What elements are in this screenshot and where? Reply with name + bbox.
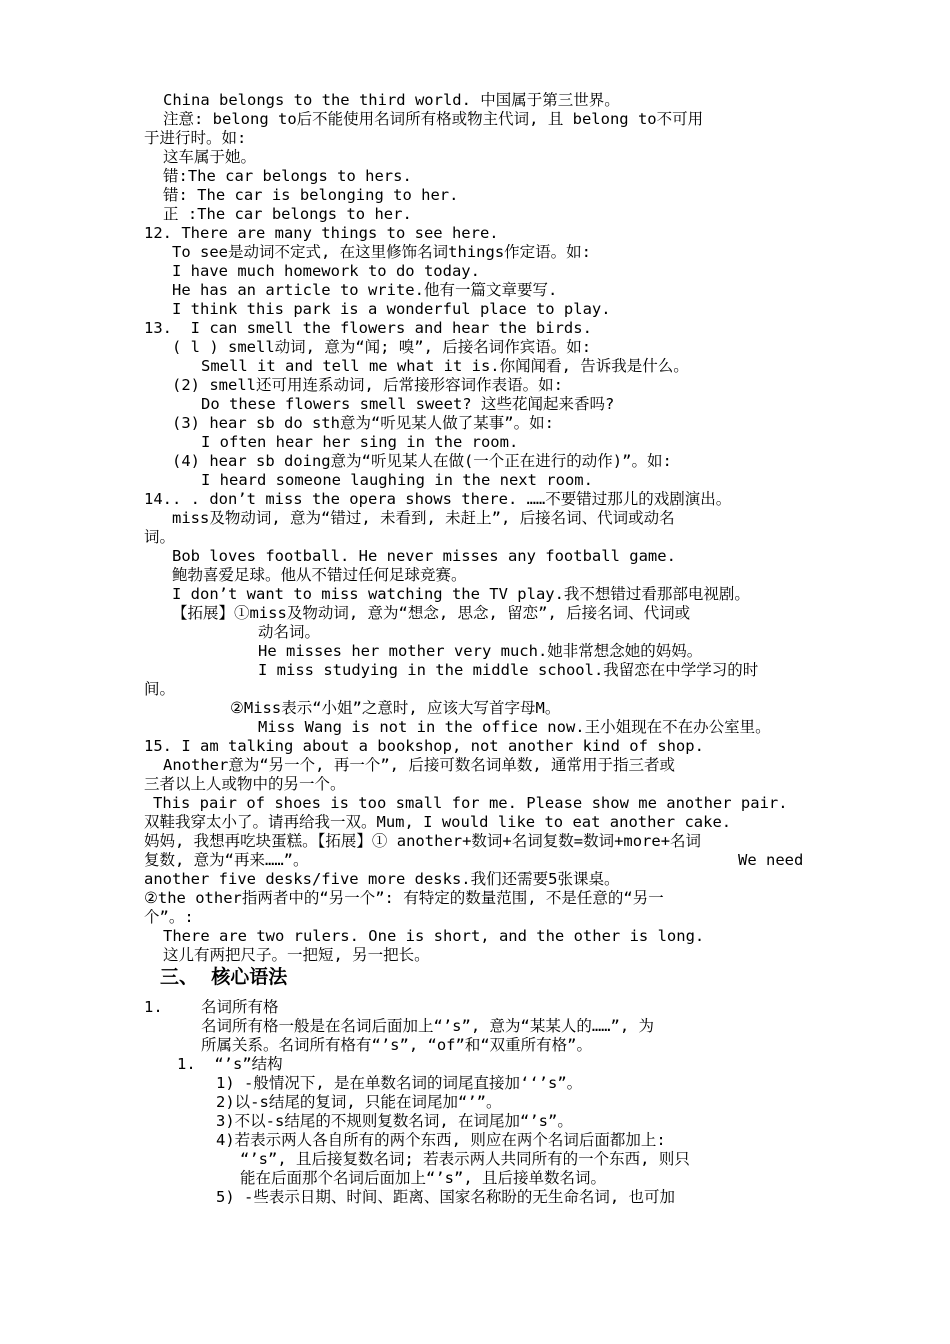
- example-line: I heard someone laughing in the next room.: [201, 471, 593, 489]
- text-line: ②Miss表示“小姐”之意时, 应该大写首字母M。: [230, 699, 561, 717]
- text-line: 错: The car is belonging to her.: [163, 186, 459, 204]
- example-line: Miss Wang is not in the office now.王小姐现在不在办公室里。: [258, 718, 771, 736]
- text-line: 注意: belong to后不能使用名词所有格或物主代词, 且 belong to不可用: [163, 110, 704, 128]
- item-heading: 12. There are many things to see here.: [144, 224, 499, 242]
- text-line: 个”。:: [144, 908, 194, 926]
- item-heading: 15. I am talking about a bookshop, not another kind of shop.: [144, 737, 704, 755]
- text-line: 【拓展】①miss及物动词, 意为“想念, 思念, 留恋”, 后接名词、代词或: [172, 604, 691, 622]
- example-line: Do these flowers smell sweet? 这些花闻起来香吗?: [201, 395, 615, 413]
- text-line: 复数, 意为“再来……”。: [144, 851, 309, 869]
- list-number: 1.: [144, 998, 163, 1016]
- text-line: 错:The car belongs to hers.: [163, 167, 412, 185]
- text-line: 词。: [144, 528, 176, 546]
- text-line: ( l ) smell动词, 意为“闻; 嗅”, 后接名词作宾语。如:: [172, 338, 592, 356]
- example-line: 鲍勃喜爱足球。他从不错过任何足球竞赛。: [172, 566, 467, 584]
- example-line: I have much homework to do today.: [172, 262, 480, 280]
- item-heading: 14.. . don’t miss the opera shows there. ……不要错过那儿的戏剧演出。: [144, 490, 732, 508]
- text-line: ②the other指两者中的“另一个”: 有特定的数量范围, 不是任意的“另一: [144, 889, 664, 907]
- list-item: 2)以-s结尾的复词, 只能在词尾加“’”。: [216, 1093, 502, 1111]
- example-line: I miss studying in the middle school.我留恋在中学学习的时: [258, 661, 759, 679]
- example-line: He misses her mother very much.她非常想念她的妈妈。: [258, 642, 703, 660]
- text-line: miss及物动词, 意为“错过, 未看到, 未赶上”, 后接名词、代词或动名: [172, 509, 675, 527]
- list-item: 5) -些表示日期、时间、距离、国家名称盼的无生命名词, 也可加: [216, 1188, 675, 1206]
- example-line: Smell it and tell me what it is.你闻闻看, 告诉我是什么。: [201, 357, 689, 375]
- example-line: He has an article to write.他有一篇文章要写.: [172, 281, 558, 299]
- example-line: There are two rulers. One is short, and the other is long.: [163, 927, 705, 945]
- text-line: 这车属于她。: [163, 148, 257, 166]
- text-line: 三者以上人或物中的另一个。: [144, 775, 346, 793]
- text-line: 所属关系。名词所有格有“’s”, “of”和“双重所有格”。: [201, 1036, 592, 1054]
- text-line: (3) hear sb do sth意为“听见某人做了某事”。如:: [172, 414, 554, 432]
- list-item-cont: 能在后面那个名词后面加上“’s”, 且后接单数名词。: [240, 1169, 606, 1187]
- text-line: (4) hear sb doing意为“听见某人在做(一个正在进行的动作)”。如:: [172, 452, 672, 470]
- list-item-cont: “’s”, 且后接复数名词; 若表示两人共同所有的一个东西, 则只: [240, 1150, 690, 1168]
- text-line: Another意为“另一个, 再一个”, 后接可数名词单数, 通常用于指三者或: [163, 756, 675, 774]
- text-line: 动名词。: [258, 623, 321, 641]
- section-heading: 三、 核心语法: [160, 966, 288, 988]
- example-line: I often hear her sing in the room.: [201, 433, 519, 451]
- example-line: We need: [738, 851, 804, 869]
- list-item: 1) -般情况下, 是在单数名词的词尾直接加‘‘’s”。: [216, 1074, 583, 1092]
- text-line: 名词所有格一般是在名词后面加上“’s”, 意为“某某人的……”, 为: [201, 1017, 654, 1035]
- example-line: another five desks/five more desks.我们还需要5张课桌。: [144, 870, 620, 888]
- text-line: (2) smell还可用连系动词, 后常接形容词作表语。如:: [172, 376, 563, 394]
- text-line: 间。: [144, 680, 176, 698]
- text-line: 于进行时。如:: [144, 129, 247, 147]
- list-item: 4)若表示两人各自所有的两个东西, 则应在两个名词后面都加上:: [216, 1131, 666, 1149]
- text-line: 正 :The car belongs to her.: [163, 205, 412, 223]
- example-line: This pair of shoes is too small for me. Please show me another pair.: [153, 794, 788, 812]
- example-line: Bob loves football. He never misses any football game.: [172, 547, 676, 565]
- example-line: I think this park is a wonderful place to play.: [172, 300, 611, 318]
- example-line: 这儿有两把尺子。一把短, 另一把长。: [163, 946, 430, 964]
- subsection-title: 1. “’s”结构: [177, 1055, 283, 1073]
- subsection-title: 名词所有格: [201, 998, 279, 1016]
- example-line: I don’t want to miss watching the TV play.我不想错过看那部电视剧。: [172, 585, 750, 603]
- list-item: 3)不以-s结尾的不规则复数名词, 在词尾加“’s”。: [216, 1112, 573, 1130]
- text-line: To see是动词不定式, 在这里修饰名词things作定语。如:: [172, 243, 591, 261]
- item-heading: 13. I can smell the flowers and hear the birds.: [144, 319, 592, 337]
- example-line: 双鞋我穿太小了。请再给我一双。Mum, I would like to eat another cake.: [144, 813, 732, 831]
- text-line: 妈妈, 我想再吃块蛋糕。【拓展】① another+数词+名词复数=数词+more+名词: [144, 832, 702, 850]
- text-line: China belongs to the third world. 中国属于第三世界。: [163, 91, 620, 109]
